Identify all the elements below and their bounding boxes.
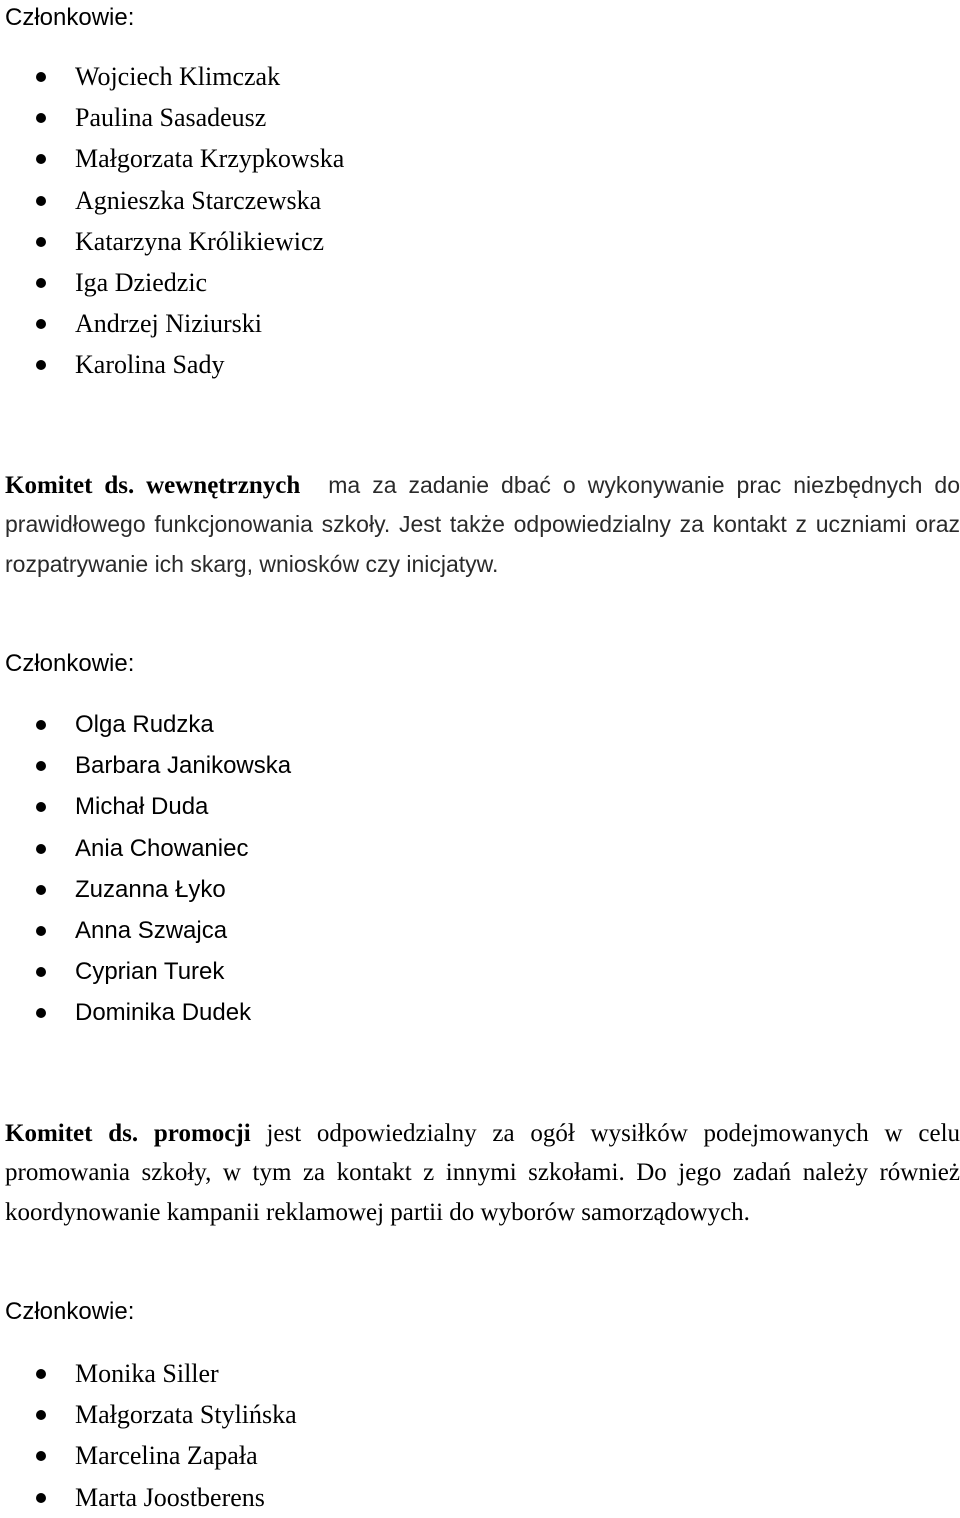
members-heading-3: Członkowie: xyxy=(5,1298,135,1325)
list-item: Cyprian Turek xyxy=(0,951,291,992)
list-item: Małgorzata Stylińska xyxy=(0,1394,297,1435)
bullet-icon xyxy=(36,1493,46,1503)
list-item: Barbara Janikowska xyxy=(0,745,291,786)
bullet-icon xyxy=(36,1451,46,1461)
bullet-icon xyxy=(36,967,46,977)
bullet-icon xyxy=(36,360,46,370)
bullet-icon xyxy=(36,319,46,329)
committee-description: jest odpowiedzialny za ogół wysiłków podejmowanych w celu promowania szkoły, w tym za kontakt z innymi szkołami. Do jego zadań należy również koordynowanie kampanii reklamowej partii do wyborów samorządowych. xyxy=(5,1120,960,1226)
bullet-icon xyxy=(36,278,46,288)
bullet-icon xyxy=(36,113,46,123)
members-heading-1: Członkowie: xyxy=(5,4,135,31)
committee-prefix: Komitet ds. xyxy=(5,1120,139,1147)
members-list-2 xyxy=(0,704,291,1034)
list-item: Małgorzata Krzypkowska xyxy=(0,138,344,179)
bullet-icon xyxy=(36,720,46,730)
list-item: Katarzyna Królikiewicz xyxy=(0,221,344,262)
bullet-icon xyxy=(36,1410,46,1420)
list-item: Andrzej Niziurski xyxy=(0,303,344,344)
bullet-icon xyxy=(36,761,46,771)
committee-name: wewnętrznych xyxy=(146,472,301,499)
members-list-1 xyxy=(0,56,344,386)
members-list-3 xyxy=(0,1353,297,1518)
bullet-icon xyxy=(36,926,46,936)
bullet-icon xyxy=(36,1369,46,1379)
bullet-icon xyxy=(36,1008,46,1018)
list-item: Monika Siller xyxy=(0,1353,297,1394)
bullet-icon xyxy=(36,154,46,164)
bullet-icon xyxy=(36,196,46,206)
committee-internal-description xyxy=(5,466,960,584)
committee-prefix: Komitet ds. xyxy=(5,472,135,499)
list-item: Zuzanna Łyko xyxy=(0,869,291,910)
bullet-icon xyxy=(36,885,46,895)
bullet-icon xyxy=(36,237,46,247)
list-item: Anna Szwajca xyxy=(0,910,291,951)
list-item: Marta Joostberens xyxy=(0,1477,297,1518)
list-item: Marcelina Zapała xyxy=(0,1435,297,1476)
bullet-icon xyxy=(36,802,46,812)
list-item: Agnieszka Starczewska xyxy=(0,180,344,221)
committee-description: ma za zadanie dbać o wykonywanie prac niezbędnych do prawidłowego funkcjonowania szkoły. Jest także odpowiedzialny za kontakt z uczniami oraz rozpatrywanie ich skarg, wniosków czy inicjatyw. xyxy=(5,472,960,577)
list-item: Iga Dziedzic xyxy=(0,262,344,303)
bullet-icon xyxy=(36,72,46,82)
list-item: Michał Duda xyxy=(0,786,291,827)
list-item: Karolina Sady xyxy=(0,344,344,385)
list-item: Olga Rudzka xyxy=(0,704,291,745)
bullet-icon xyxy=(36,844,46,854)
list-item: Ania Chowaniec xyxy=(0,828,291,869)
list-item: Paulina Sasadeusz xyxy=(0,97,344,138)
members-heading-2: Członkowie: xyxy=(5,650,135,677)
committee-promotion-description xyxy=(5,1114,960,1232)
committee-name: promocji xyxy=(153,1120,251,1147)
list-item: Wojciech Klimczak xyxy=(0,56,344,97)
list-item: Dominika Dudek xyxy=(0,992,291,1033)
